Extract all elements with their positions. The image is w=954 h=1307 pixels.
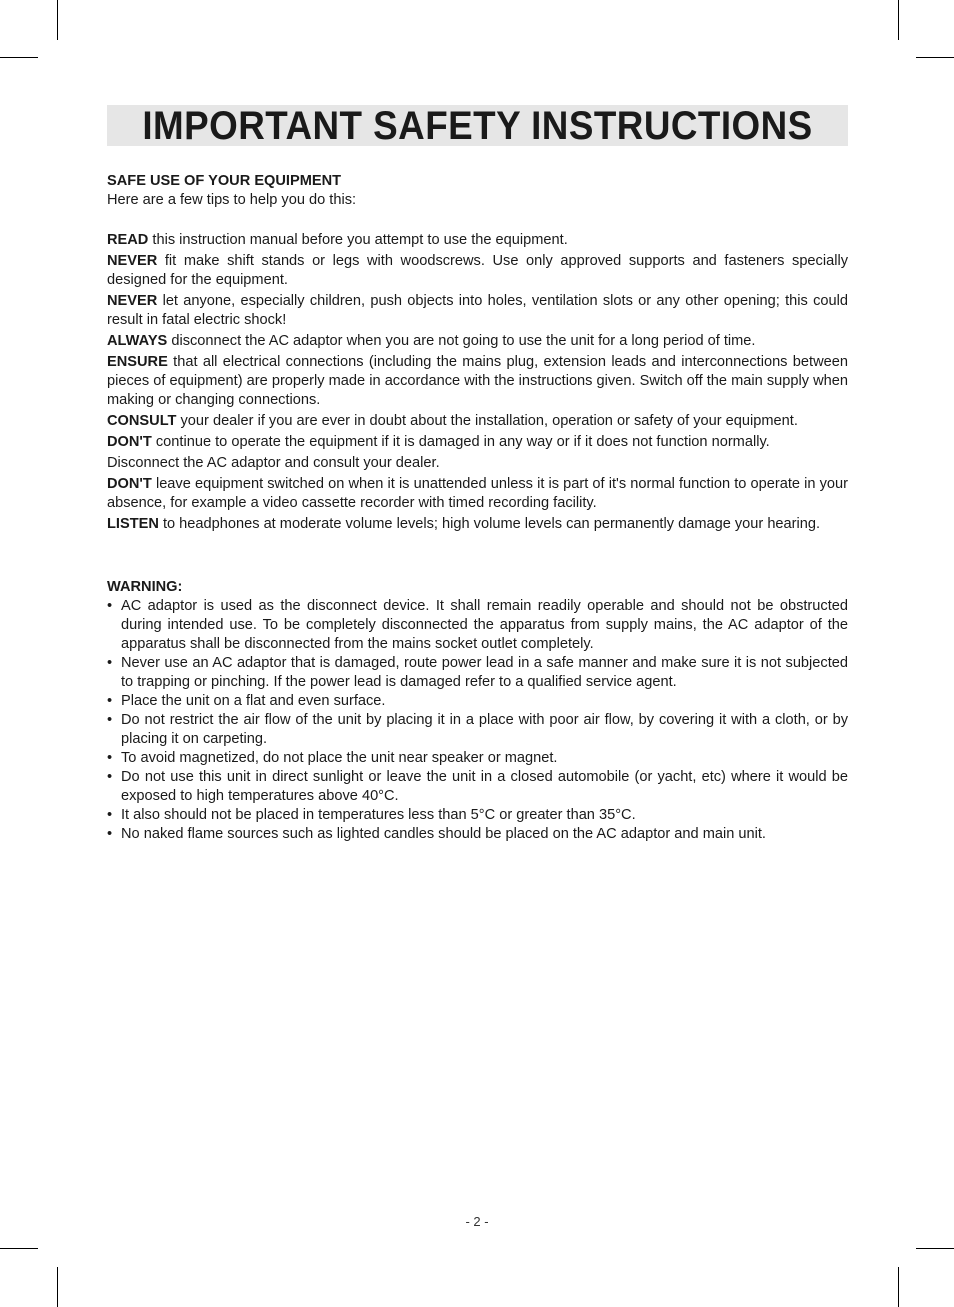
bullet-icon: •	[107, 712, 113, 728]
instruction-text: that all electrical connections (including the mains plug, extension leads and interconnections between pieces of equipment) are properly made in accordance with the instructions given. Switch off the main supply when making or changing connections.	[107, 354, 848, 408]
safe-use-heading: SAFE USE OF YOUR EQUIPMENT	[107, 173, 342, 189]
warning-heading: WARNING:	[107, 579, 183, 595]
instruction-text: this instruction manual before you attempt to use the equipment.	[148, 232, 568, 248]
instruction-list	[107, 231, 848, 452]
crop-mark-top-left-h	[0, 57, 38, 58]
instruction-item	[107, 412, 848, 431]
crop-mark-top-left-v	[57, 0, 58, 40]
warning-bullet-item	[107, 597, 848, 654]
warning-bullet-text: To avoid magnetized, do not place the unit near speaker or magnet.	[121, 750, 558, 766]
warning-section	[107, 578, 848, 844]
instruction-keyword: CONSULT	[107, 413, 177, 429]
warning-bullet-text: Do not restrict the air flow of the unit by placing it in a place with poor air flow, by covering it with a cloth, or by placing it on carpeting.	[121, 712, 848, 747]
instruction-list-continued	[107, 475, 848, 534]
instruction-keyword: READ	[107, 232, 149, 248]
instruction-keyword: ENSURE	[107, 354, 168, 370]
instruction-keyword: DON'T	[107, 434, 152, 450]
warning-bullet-text: No naked flame sources such as lighted candles should be placed on the AC adaptor and main unit.	[121, 826, 766, 842]
instruction-item	[107, 433, 848, 452]
bullet-icon: •	[107, 769, 113, 785]
crop-mark-bottom-left-v	[57, 1267, 58, 1307]
instruction-item	[107, 252, 848, 290]
warning-bullet-item	[107, 654, 848, 692]
instruction-item	[107, 332, 848, 351]
crop-mark-top-right-h	[916, 57, 954, 58]
bullet-icon: •	[107, 807, 113, 823]
instruction-text: disconnect the AC adaptor when you are not going to use the unit for a long period of time.	[167, 333, 756, 349]
instruction-item	[107, 515, 848, 534]
instruction-text: let anyone, especially children, push objects into holes, ventilation slots or any other opening; this could result in fatal electric shock!	[107, 293, 848, 328]
page-title: IMPORTANT SAFETY INSTRUCTIONS	[142, 104, 813, 148]
page-number: - 2 -	[465, 1214, 489, 1229]
bullet-icon: •	[107, 655, 113, 671]
warning-bullet-item	[107, 749, 848, 768]
bullet-icon: •	[107, 826, 113, 842]
warning-bullet-item	[107, 768, 848, 806]
instruction-text: to headphones at moderate volume levels; high volume levels can permanently damage your hearing.	[158, 516, 821, 532]
instruction-keyword: LISTEN	[107, 516, 159, 532]
warning-bullet-text: AC adaptor is used as the disconnect device. It shall remain readily operable and should not be obstructed during intended use. To be completely disconnected the apparatus from supply mains, the AC adaptor of the apparatus shall be disconnected from the mains socket outlet completely.	[121, 598, 848, 652]
warning-bullet-item	[107, 806, 848, 825]
warning-bullet-text: Do not use this unit in direct sunlight or leave the unit in a closed automobile (or yacht, etc) where it would be exposed to high temperatures above 40°C.	[121, 769, 848, 804]
bullet-icon: •	[107, 598, 113, 614]
warning-bullet-item	[107, 825, 848, 844]
warning-bullet-text: Never use an AC adaptor that is damaged, route power lead in a safe manner and make sure it is not subjected to trapping or pinching. If the power lead is damaged refer to a qualified service agent.	[121, 655, 848, 690]
instruction-keyword: NEVER	[107, 293, 158, 309]
crop-mark-bottom-right-h	[916, 1248, 954, 1249]
safe-use-intro: Here are a few tips to help you do this:	[107, 192, 357, 208]
instruction-text: leave equipment switched on when it is unattended unless it is part of it's normal function to operate in your absence, for example a video cassette recorder with timed recording facility.	[107, 476, 848, 511]
instruction-item	[107, 353, 848, 410]
warning-bullet-text: Place the unit on a flat and even surface.	[121, 693, 386, 709]
warning-bullet-item	[107, 692, 848, 711]
instruction-keyword: NEVER	[107, 253, 158, 269]
instruction-text: continue to operate the equipment if it is damaged in any way or if it does not function normally.	[151, 434, 770, 450]
document-body	[107, 172, 848, 844]
warning-bullet-item	[107, 711, 848, 749]
bullet-icon: •	[107, 693, 113, 709]
warning-bullet-list	[107, 597, 848, 844]
crop-mark-bottom-right-v	[898, 1267, 899, 1307]
instruction-keyword: ALWAYS	[107, 333, 168, 349]
instruction-item	[107, 475, 848, 513]
instruction-keyword: DON'T	[107, 476, 152, 492]
warning-bullet-text: It also should not be placed in temperatures less than 5°C or greater than 35°C.	[121, 807, 636, 823]
instruction-item	[107, 292, 848, 330]
instruction-text: your dealer if you are ever in doubt about the installation, operation or safety of your equipment.	[176, 413, 798, 429]
crop-mark-top-right-v	[898, 0, 899, 40]
crop-mark-bottom-left-h	[0, 1248, 38, 1249]
instruction-text: fit make shift stands or legs with woodscrews. Use only approved supports and fasteners specially designed for the equipment.	[107, 253, 848, 288]
instruction-item	[107, 231, 848, 250]
bullet-icon: •	[107, 750, 113, 766]
disconnect-note: Disconnect the AC adaptor and consult your dealer.	[107, 455, 440, 471]
